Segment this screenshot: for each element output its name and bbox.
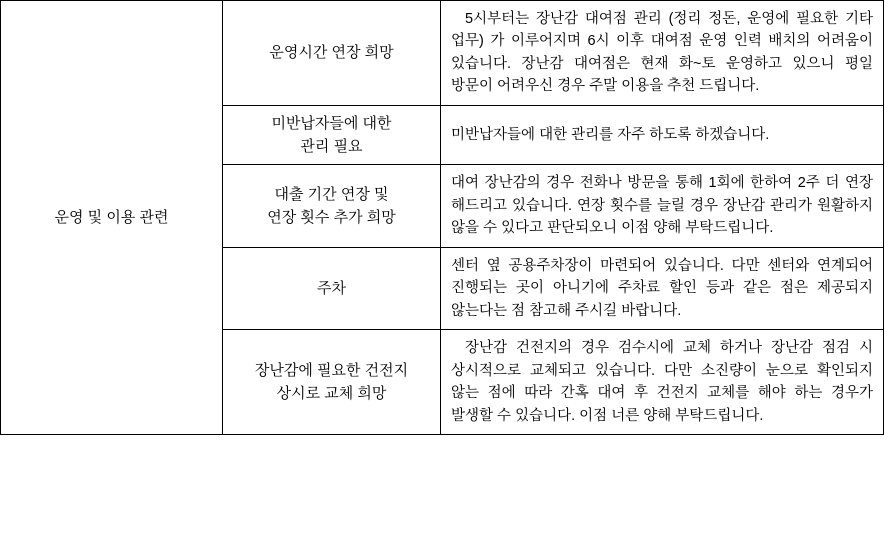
category-cell: 운영 및 이용 관련	[1, 1, 223, 435]
topic-line: 장난감에 필요한 건전지	[254, 361, 409, 379]
answer-paragraph: 장난감 건전지의 경우 검수시에 교체 하거나 장난감 점검 시 상시적으로 교체되고 있습니다. 다만 소진량이 눈으로 확인되지 않는 점에 따라 간혹 대여 후 건전지 교체를 해야 하는 경우가 발생할 수 있습니다. 이점 너른 양해 부탁드립니다.	[451, 340, 873, 424]
topic-line: 상시로 교체 희망	[276, 385, 387, 403]
topic-cell	[223, 165, 441, 247]
answer-paragraph: 센터 옆 공용주차장이 마련되어 있습니다. 다만 센터와 연계되어 진행되는 곳이 아니기에 주차료 할인 등과 같은 점은 제공되지 않는다는 점 참고해 주시길 바랍니다.	[451, 257, 873, 319]
answer-paragraph: 미반납자들에 대한 관리를 자주 하도록 하겠습니다.	[451, 126, 770, 143]
answer-cell	[441, 105, 884, 165]
topic-line: 관리 필요	[300, 138, 363, 156]
answer-cell	[441, 1, 884, 106]
answer-cell	[441, 330, 884, 435]
topic-cell	[223, 247, 441, 329]
topic-line: 운영시간 연장 희망	[269, 44, 394, 62]
table-row	[1, 1, 884, 106]
topic-line: 주차	[317, 279, 346, 297]
topic-line: 연장 횟수 추가 희망	[267, 209, 396, 227]
answer-paragraph: 대여 장난감의 경우 전화나 방문을 통해 1회에 한하여 2주 더 연장 해드리고 있습니다. 연장 횟수를 늘릴 경우 장난감 관리가 원활하지 않을 수 있다고 판단되오니 이점 양해 부탁드립니다.	[451, 175, 873, 237]
qa-table-body	[1, 1, 884, 435]
topic-cell	[223, 1, 441, 106]
topic-line: 대출 기간 연장 및	[274, 185, 389, 203]
topic-cell	[223, 105, 441, 165]
topic-line: 미반납자들에 대한	[271, 114, 392, 132]
answer-paragraph: 5시부터는 장난감 대여점 관리 (정리 정돈, 운영에 필요한 기타 업무) 가 이루어지며 6시 이후 대여점 운영 인력 배치의 어려움이 있습니다. 장난감 대여점은 현재 화~토 운영하고 있으니 평일 방문이 어려우신 경우 주말 이용을 추천 드립니다.	[451, 11, 873, 95]
answer-cell	[441, 165, 884, 247]
answer-cell	[441, 247, 884, 329]
topic-cell	[223, 330, 441, 435]
